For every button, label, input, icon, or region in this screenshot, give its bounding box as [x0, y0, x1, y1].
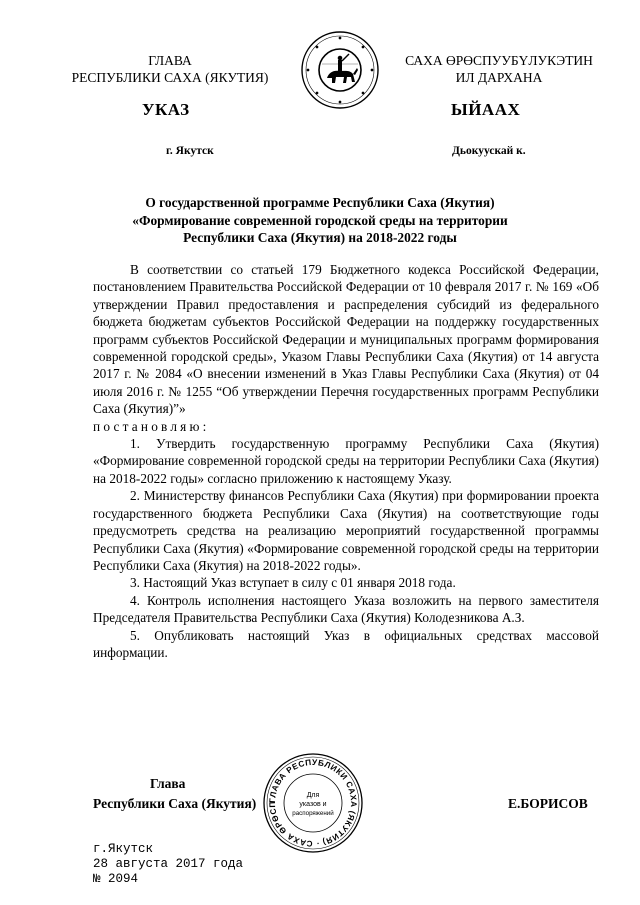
title-line-1: О государственной программе Республики Саха (Якутия) — [145, 195, 495, 210]
footer-city: г.Якутск — [93, 842, 154, 856]
city-left: г. Якутск — [166, 145, 214, 157]
doc-type-right: ЫЙААХ — [451, 100, 521, 119]
signature-title-line1: Глава — [150, 776, 186, 791]
title-line-2: «Формирование современной городской среды на территории — [132, 212, 508, 228]
item-4: 4. Контроль исполнения настоящего Указа возложить на первого заместителя Председателя Правительства Республики Саха (Якутия) Колодезникова А.З. — [93, 592, 599, 626]
doc-type-left: УКАЗ — [142, 100, 190, 119]
document-title — [60, 194, 580, 247]
footer — [93, 842, 243, 887]
stamp-center-line2: указов и — [299, 801, 327, 808]
title-line-3: Республики Саха (Якутия) на 2018-2022 годы — [183, 230, 457, 246]
document-body — [93, 261, 599, 661]
stamp-center-line1: Для — [306, 792, 320, 799]
decree-word: постановляю: — [93, 418, 210, 434]
header-left — [70, 52, 270, 86]
item-5: 5. Опубликовать настоящий Указ в официальных средствах массовой информации. — [93, 627, 599, 660]
item-3: 3. Настоящий Указ вступает в силу с 01 января 2018 года. — [130, 575, 456, 591]
header-left-line1: ГЛАВА — [148, 53, 192, 68]
item-2: 2. Министерству финансов Республики Саха (Якутия) при формировании проекта государственного бюджета Республики Саха (Якутия) на соответствующие годы предусмотреть средства на реализацию мероприятий государственной программы Республики Саха (Якутия) «Формирование современной городской среды на территории Республики Саха (Якутия) на 2018-2022 годы». — [93, 488, 599, 573]
coat-of-arms-emblem — [300, 30, 380, 110]
stamp-center-line3: распоряжений — [292, 810, 334, 817]
header-right — [396, 52, 602, 86]
header-right-line1: САХА ӨРӨСПУУБҮЛУКЭТИН — [405, 53, 593, 68]
footer-date: 28 августа 2017 года — [93, 857, 244, 871]
footer-number: № 2094 — [93, 872, 139, 886]
item-1: 1. Утвердить государственную программу Республики Саха (Якутия) «Формирование современной городской среды на территории Республики Саха (Якутия) на 2018-2022 годы» согласно приложению к настоящему Указу. — [93, 436, 599, 486]
city-right: Дьокуускай к. — [452, 145, 526, 157]
stamp-ring-text: ГЛАВА РЕСПУБЛИКИ САХА (ЯКУТИЯ) · САХА ӨРӨСП — [267, 757, 359, 849]
intro-paragraph: В соответствии со статьей 179 Бюджетного кодекса Российской Федерации, постановлением Правительства Российской Федерации от 10 февраля 2017 г. № 169 «Об утверждении Правил предоставления и распределения субсидий из федерального бюджета бюджетам субъектов Российской Федерации на поддержку государственных программ субъектов Российской Федерации и муниципальных программ формирования современной городской среды», Указом Главы Республики Саха (Якутия) от 14 августа 2017 г. № 2084 «О внесении изменений в Указ Главы Республики Саха (Якутия) от 04 июля 2016 г. № 1255 “Об утверждении Перечня государственных программ Республики Саха (Якутия)”» — [93, 262, 599, 417]
signature-name: Е.БОРИСОВ — [508, 796, 588, 811]
official-seal-stamp — [262, 752, 364, 854]
header-right-line2: ИЛ ДАРХАНА — [455, 70, 543, 85]
signature-title-line2: Республики Саха (Якутия) — [93, 796, 257, 811]
header-left-line2: РЕСПУБЛИКИ САХА (ЯКУТИЯ) — [71, 70, 269, 85]
